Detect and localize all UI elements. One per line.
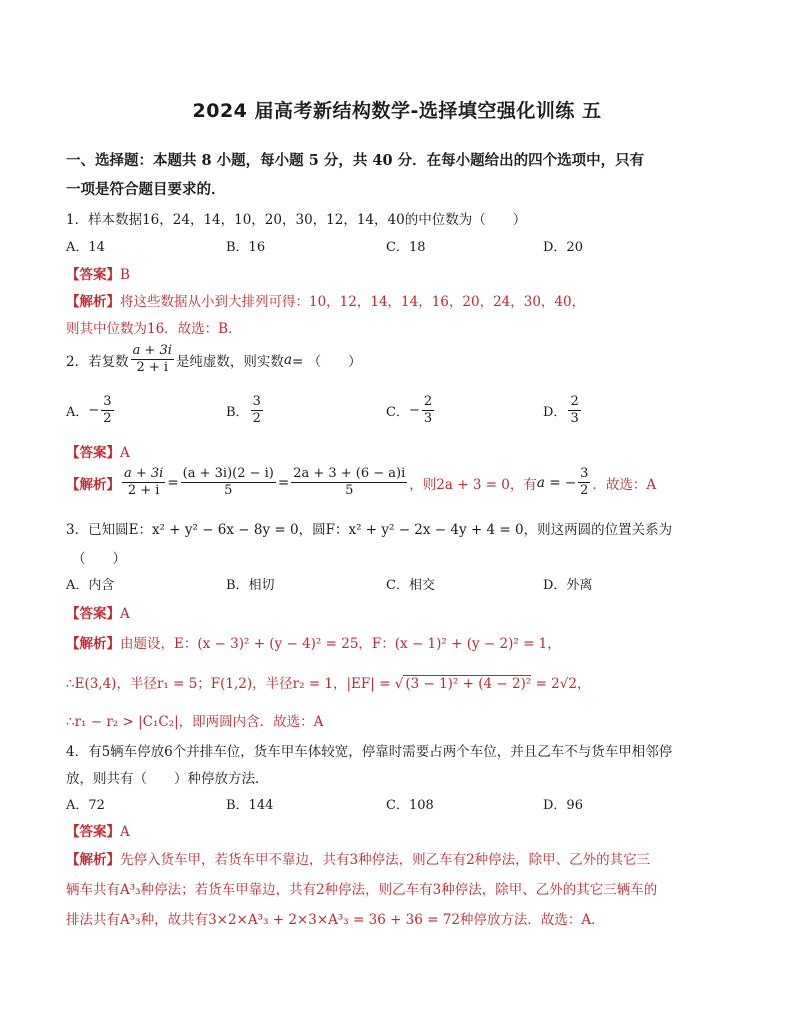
q2-option-b-frac bbox=[251, 394, 263, 428]
q1-option-c: C．18 bbox=[386, 240, 426, 255]
q1-option-a: A．14 bbox=[66, 240, 105, 255]
q2-option-d-den: 3 bbox=[570, 411, 579, 427]
q2-option-a-num: 3 bbox=[101, 394, 113, 411]
q2-option-b bbox=[226, 394, 265, 428]
q1-analysis-line2: 则其中位数为16．故选：B． bbox=[66, 321, 242, 337]
q2-option-c-label: C． bbox=[386, 405, 409, 421]
q2-fraction bbox=[131, 343, 174, 377]
q2-an-frac3-num: 2a + 3 + (6 − a)i bbox=[291, 466, 407, 483]
q2-an-frac4 bbox=[578, 466, 590, 500]
q2-an-a: a = − bbox=[536, 474, 577, 491]
q4-answer-value: A bbox=[120, 824, 130, 840]
q2-option-c-sign: − bbox=[408, 403, 420, 419]
answer-label: 【答案】 bbox=[66, 445, 120, 461]
q3-answer bbox=[66, 602, 130, 622]
q2-end: = （ ） bbox=[292, 353, 362, 370]
q3-option-d: D．外离 bbox=[543, 578, 593, 593]
q2-option-b-den: 2 bbox=[252, 411, 261, 427]
q2-fraction-num: a + 3i bbox=[131, 343, 174, 360]
q1-option-b: B．16 bbox=[226, 240, 266, 255]
q3-analysis-text2a: ∴E(3,4)，半径r₁ = 5；F(1,2)，半径r₂ = 1，|EF| = √ bbox=[66, 676, 404, 692]
q2-analysis bbox=[66, 466, 656, 500]
q2-an-frac4-den: 2 bbox=[580, 483, 589, 499]
q2-an-eq1: = bbox=[167, 474, 179, 491]
q2-fraction-den: 2 + i bbox=[136, 360, 169, 376]
q4-stem-line2: 放，则共有（ ）种停放方法． bbox=[66, 771, 269, 787]
q2-option-a-frac bbox=[101, 394, 113, 428]
q4-analysis-line1 bbox=[66, 848, 650, 868]
analysis-label: 【解析】 bbox=[66, 636, 120, 652]
q2-an-frac2-den: 5 bbox=[224, 483, 233, 499]
answer-label: 【答案】 bbox=[66, 824, 120, 840]
q2-option-d-num: 2 bbox=[568, 394, 580, 411]
q1-answer bbox=[66, 263, 130, 283]
q4-option-b: B．144 bbox=[226, 798, 274, 813]
q1-analysis-line1 bbox=[66, 290, 585, 310]
q4-analysis-line3: 排法共有A³₃种，故共有3×2×A³₃ + 2×3×A³₃ = 36 + 36 = 72种停放方法．故选：A． bbox=[66, 912, 605, 928]
q4-option-d: D．96 bbox=[543, 798, 583, 813]
q3-stem: 3．已知圆E：x² + y² − 6x − 8y = 0，圆F：x² + y² − 2x − 4y + 4 = 0，则这两圆的位置关系为 bbox=[66, 522, 673, 538]
q3-option-a: A．内含 bbox=[66, 578, 115, 593]
q3-analysis-line1 bbox=[66, 632, 561, 652]
q2-option-d bbox=[543, 394, 583, 428]
q2-answer bbox=[66, 441, 130, 461]
q2-option-c bbox=[386, 394, 436, 428]
q2-option-c-den: 3 bbox=[423, 411, 433, 427]
answer-label: 【答案】 bbox=[66, 606, 120, 622]
q2-option-d-label: D． bbox=[543, 405, 567, 421]
analysis-label: 【解析】 bbox=[66, 476, 120, 493]
q4-analysis-text1: 先停入货车甲，若货车甲不靠边，共有3种停法，则乙车有2种停法，除甲、乙外的其它三 bbox=[120, 852, 651, 868]
q2-var: a bbox=[283, 351, 292, 368]
q2-option-b-num: 3 bbox=[251, 394, 263, 411]
q2-an-frac4-num: 3 bbox=[578, 466, 590, 483]
q2-option-c-num: 2 bbox=[422, 394, 434, 411]
q2-prefix: 2．若复数 bbox=[66, 353, 129, 370]
q4-answer bbox=[66, 820, 130, 840]
answer-label: 【答案】 bbox=[66, 267, 120, 283]
q1-answer-value: B bbox=[120, 267, 130, 283]
q2-option-b-label: B． bbox=[226, 405, 249, 421]
q2-an-end: ．故选：A bbox=[592, 476, 657, 493]
q3-answer-value: A bbox=[120, 606, 130, 622]
q4-option-a: A．72 bbox=[66, 798, 105, 813]
q3-paren: （ ） bbox=[72, 551, 126, 567]
section-heading-line2: 一项是符合题目要求的． bbox=[66, 181, 226, 198]
q2-an-frac1 bbox=[122, 466, 165, 500]
q1-option-d: D．20 bbox=[543, 240, 583, 255]
q2-answer-value: A bbox=[120, 445, 130, 461]
q2-an-mid: ，则2a + 3 = 0，有 bbox=[409, 476, 537, 493]
q2-suffix: 是纯虚数，则实数 bbox=[175, 353, 284, 370]
q2-an-eq2: = bbox=[277, 474, 290, 491]
page-title: 2024 届高考新结构数学-选择填空强化训练 五 bbox=[192, 100, 602, 122]
q2-stem bbox=[66, 343, 362, 377]
q3-option-c: C．相交 bbox=[386, 578, 435, 593]
q2-an-frac3-den: 5 bbox=[345, 483, 354, 499]
q3-analysis-text2c: = 2√2， bbox=[531, 676, 591, 692]
q2-an-frac1-den: 2 + i bbox=[127, 483, 160, 499]
analysis-label: 【解析】 bbox=[66, 852, 120, 868]
q2-option-a bbox=[66, 394, 116, 428]
q2-an-frac2-num: (a + 3i)(2 − i) bbox=[181, 466, 276, 483]
analysis-label: 【解析】 bbox=[66, 294, 120, 310]
q2-an-frac3 bbox=[291, 466, 407, 500]
q4-analysis-line2: 辆车共有A³₃种停法；若货车甲靠边，共有2种停法，则乙车有3种停法，除甲、乙外的其它三辆车的 bbox=[66, 882, 658, 898]
q3-analysis-text1: 由题设，E：(x − 3)² + (y − 4)² = 25，F：(x − 1)² + (y − 2)² = 1， bbox=[120, 636, 561, 652]
q1-analysis-text1: 将这些数据从小到大排列可得：10，12，14，14，16，20，24，30，40， bbox=[120, 294, 586, 310]
q4-stem-line1: 4．有5辆车停放6个并排车位，货车甲车体较宽，停靠时需要占两个车位，并且乙车不与货车甲相邻停 bbox=[66, 744, 673, 760]
q3-analysis-line3: ∴r₁ − r₂ > |C₁C₂|，即两圆内含．故选：A bbox=[66, 714, 324, 730]
q4-option-c: C．108 bbox=[386, 798, 434, 813]
q1-stem: 1．样本数据16，24，14，10，20，30，12，14，40的中位数为（ ） bbox=[66, 212, 527, 228]
q3-analysis-line2 bbox=[66, 672, 590, 692]
q2-option-a-sign: − bbox=[88, 403, 100, 419]
q3-option-b: B．相切 bbox=[226, 578, 275, 593]
q2-option-a-label: A． bbox=[66, 405, 89, 421]
q2-option-a-den: 2 bbox=[103, 411, 112, 427]
q3-analysis-sqrt: (3 − 1)² + (4 − 2)² bbox=[405, 676, 532, 692]
q2-option-d-frac bbox=[568, 394, 580, 428]
q2-an-frac2 bbox=[181, 466, 276, 500]
section-heading-line1: 一、选择题：本题共 8 小题，每小题 5 分，共 40 分．在每小题给出的四个选项中，只有 bbox=[66, 152, 645, 169]
q2-option-c-frac bbox=[422, 394, 434, 428]
q2-an-frac1-num: a + 3i bbox=[122, 466, 165, 483]
